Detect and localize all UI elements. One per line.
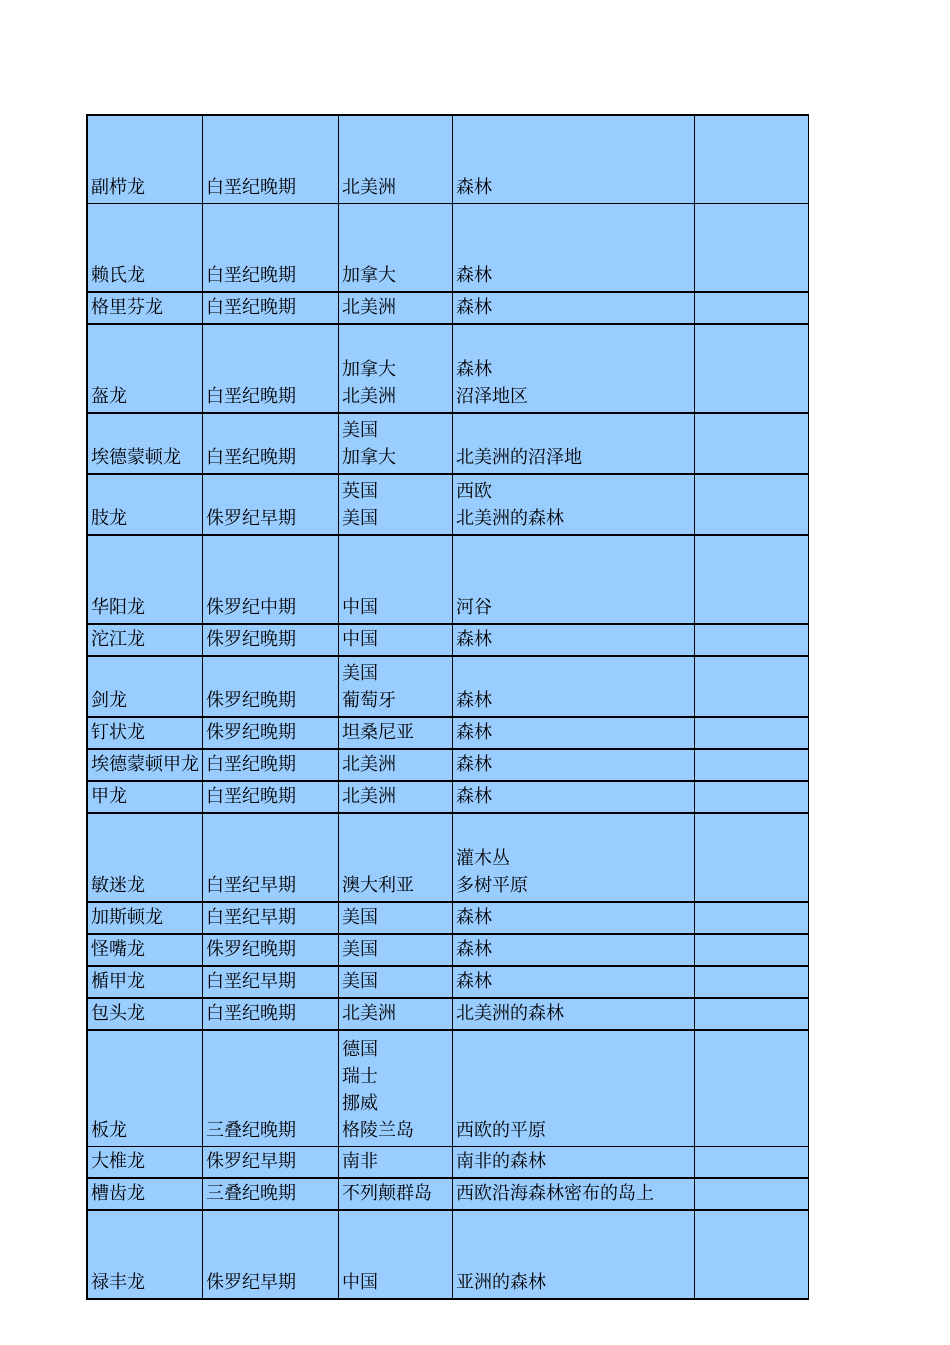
table-cell[interactable]: 白垩纪晚期 [203,324,339,413]
table-cell[interactable]: 敏迷龙 [87,813,203,902]
table-cell[interactable]: 美国 葡萄牙 [339,656,453,717]
table-cell[interactable] [695,292,809,324]
table-cell[interactable]: 禄丰龙 [87,1210,203,1299]
table-cell[interactable]: 中国 [339,1210,453,1299]
table-row [87,624,809,656]
table-cell[interactable]: 北美洲 [339,749,453,781]
table-cell[interactable]: 侏罗纪晚期 [203,934,339,966]
table-cell[interactable]: 中国 [339,535,453,624]
table-cell[interactable]: 美国 [339,966,453,998]
table-cell[interactable]: 森林 [453,292,695,324]
table-cell[interactable]: 白垩纪早期 [203,813,339,902]
table-cell[interactable]: 加拿大 [339,204,453,293]
table-cell[interactable]: 西欧的平原 [453,1030,695,1147]
table-cell[interactable]: 副栉龙 [87,115,203,204]
table-cell[interactable] [695,1147,809,1179]
table-cell[interactable] [695,535,809,624]
table-cell[interactable]: 沱江龙 [87,624,203,656]
table-cell[interactable] [695,1178,809,1210]
table-row [87,902,809,934]
table-cell[interactable]: 北美洲 [339,292,453,324]
table-cell[interactable] [695,656,809,717]
table-cell[interactable]: 白垩纪晚期 [203,749,339,781]
table-cell[interactable]: 南非 [339,1147,453,1179]
table-cell[interactable]: 不列颠群岛 [339,1178,453,1210]
table-cell[interactable]: 北美洲的沼泽地 [453,413,695,474]
table-cell[interactable]: 大椎龙 [87,1147,203,1179]
table-cell[interactable]: 森林 [453,934,695,966]
table-cell[interactable] [695,749,809,781]
table-cell[interactable] [695,115,809,204]
table-row [87,813,809,902]
table-cell[interactable]: 森林 [453,966,695,998]
table-cell[interactable]: 白垩纪晚期 [203,115,339,204]
table-row [87,1210,809,1299]
table-cell[interactable]: 森林 [453,624,695,656]
table-cell[interactable]: 北美洲的森林 [453,998,695,1030]
table-row [87,934,809,966]
table-cell[interactable]: 白垩纪晚期 [203,781,339,813]
table-cell[interactable]: 美国 [339,934,453,966]
table-cell[interactable]: 亚洲的森林 [453,1210,695,1299]
table-cell[interactable] [695,781,809,813]
table-cell[interactable]: 加拿大 北美洲 [339,324,453,413]
table-row [87,324,809,413]
table-cell[interactable]: 侏罗纪早期 [203,1210,339,1299]
table-cell[interactable]: 北美洲 [339,998,453,1030]
table-cell[interactable] [695,998,809,1030]
table-cell[interactable]: 钉状龙 [87,717,203,749]
table-cell[interactable] [695,624,809,656]
table-cell[interactable]: 森林 [453,115,695,204]
table-row [87,781,809,813]
table-cell[interactable]: 中国 [339,624,453,656]
table-cell[interactable] [695,1210,809,1299]
table-cell[interactable]: 埃德蒙顿龙 [87,413,203,474]
table-cell[interactable]: 侏罗纪中期 [203,535,339,624]
table-cell[interactable]: 肢龙 [87,474,203,535]
table-cell[interactable]: 澳大利亚 [339,813,453,902]
table-cell[interactable]: 板龙 [87,1030,203,1147]
table-cell[interactable]: 白垩纪晚期 [203,413,339,474]
table-cell[interactable]: 侏罗纪晚期 [203,624,339,656]
table-cell[interactable]: 森林 沼泽地区 [453,324,695,413]
table-cell[interactable]: 侏罗纪晚期 [203,656,339,717]
table-cell[interactable] [695,204,809,293]
table-cell[interactable]: 华阳龙 [87,535,203,624]
table-cell[interactable]: 白垩纪晚期 [203,204,339,293]
table-cell[interactable]: 森林 [453,656,695,717]
table-cell[interactable]: 盔龙 [87,324,203,413]
table-cell[interactable] [695,1030,809,1147]
table-cell[interactable]: 河谷 [453,535,695,624]
table-cell[interactable]: 北美洲 [339,115,453,204]
table-row [87,998,809,1030]
table-cell[interactable]: 埃德蒙顿甲龙 [87,749,203,781]
table-cell[interactable]: 赖氏龙 [87,204,203,293]
table-row [87,413,809,474]
table-cell[interactable]: 南非的森林 [453,1147,695,1179]
table-cell[interactable] [695,324,809,413]
table-row [87,115,809,204]
table-cell[interactable]: 三叠纪晚期 [203,1178,339,1210]
table-cell[interactable]: 白垩纪晚期 [203,998,339,1030]
table-cell[interactable]: 怪嘴龙 [87,934,203,966]
table-cell[interactable]: 坦桑尼亚 [339,717,453,749]
table-cell[interactable]: 白垩纪早期 [203,966,339,998]
table-cell[interactable]: 楯甲龙 [87,966,203,998]
table-row [87,1030,809,1147]
table-cell[interactable]: 森林 [453,902,695,934]
table-cell[interactable]: 西欧沿海森林密布的岛上 [453,1178,695,1210]
table-cell[interactable] [695,934,809,966]
table-row [87,292,809,324]
table-cell[interactable]: 加斯顿龙 [87,902,203,934]
table-cell[interactable]: 剑龙 [87,656,203,717]
table-cell[interactable]: 白垩纪晚期 [203,292,339,324]
table-cell[interactable]: 槽齿龙 [87,1178,203,1210]
table-row [87,966,809,998]
table-cell[interactable]: 北美洲 [339,781,453,813]
table-cell[interactable]: 西欧 北美洲的森林 [453,474,695,535]
table-row [87,717,809,749]
table-cell[interactable] [695,413,809,474]
table-row [87,1178,809,1210]
table-cell[interactable]: 格里芬龙 [87,292,203,324]
table-cell[interactable]: 森林 [453,204,695,293]
table-cell[interactable] [695,966,809,998]
table-row [87,474,809,535]
table-cell[interactable]: 甲龙 [87,781,203,813]
table-cell[interactable] [695,474,809,535]
table-row [87,749,809,781]
dinosaur-table [86,114,809,1300]
table-cell[interactable]: 灌木丛 多树平原 [453,813,695,902]
table-cell[interactable]: 侏罗纪早期 [203,1147,339,1179]
table-cell[interactable] [695,813,809,902]
table-cell[interactable] [695,902,809,934]
table-cell[interactable]: 德国 瑞士 挪威 格陵兰岛 [339,1030,453,1147]
table-cell[interactable]: 侏罗纪晚期 [203,717,339,749]
table-cell[interactable]: 包头龙 [87,998,203,1030]
table-row [87,204,809,293]
table-row [87,656,809,717]
table-cell[interactable]: 三叠纪晚期 [203,1030,339,1147]
table-cell[interactable]: 森林 [453,749,695,781]
table-cell[interactable]: 美国 加拿大 [339,413,453,474]
table-row [87,535,809,624]
table-cell[interactable]: 白垩纪早期 [203,902,339,934]
table-cell[interactable]: 森林 [453,717,695,749]
table-cell[interactable]: 英国 美国 [339,474,453,535]
table-cell[interactable] [695,717,809,749]
table-cell[interactable]: 美国 [339,902,453,934]
table-cell[interactable]: 森林 [453,781,695,813]
table-row [87,1147,809,1179]
table-cell[interactable]: 侏罗纪早期 [203,474,339,535]
